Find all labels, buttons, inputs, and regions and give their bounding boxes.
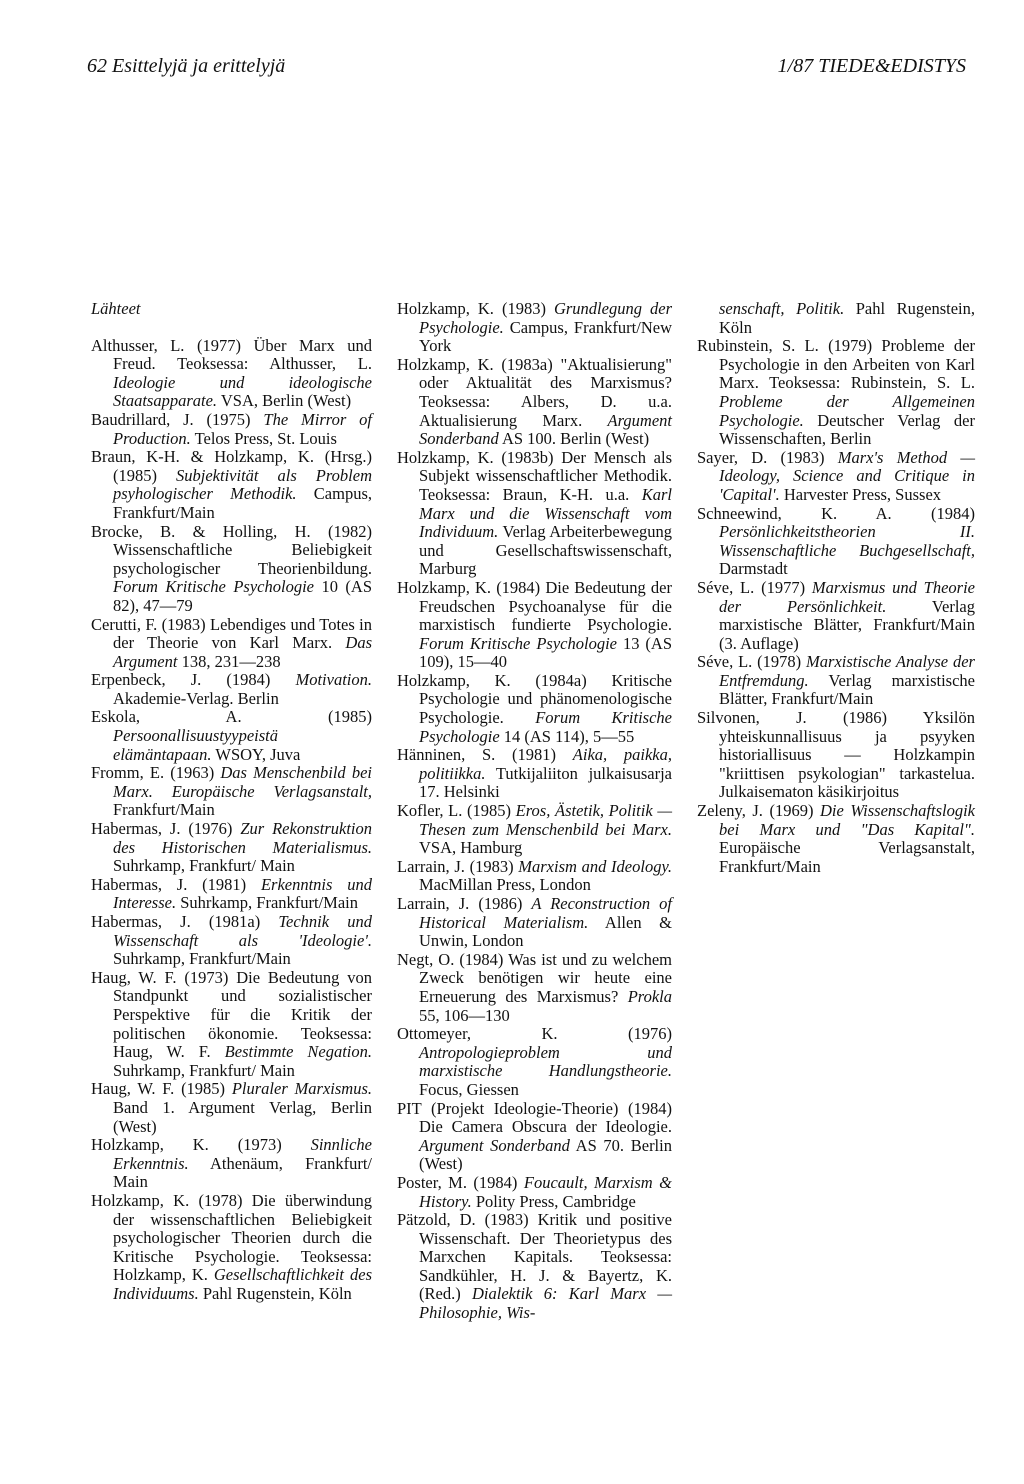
reference-entry	[397, 1100, 672, 1174]
reference-title: Persönlichkeitstheorien II. Wissenschaftliche Buchgesellschaft,	[719, 522, 975, 560]
reference-text: Hänninen, S. (1981)	[397, 745, 573, 765]
reference-text: 13 (AS 109), 15—40	[419, 633, 672, 672]
reference-text: Braun, K-H. & Holzkamp, K. (Hrsg.) (1985)	[91, 447, 372, 485]
reference-text: Athenäum, Frankfurt/ Main	[113, 1153, 372, 1192]
reference-text: 55, 106—130	[419, 1005, 510, 1025]
reference-entry	[91, 876, 372, 913]
running-header-right: 1/87 TIEDE&EDISTYS	[777, 55, 966, 77]
reference-title: Marxismus und Theorie der Persönlichkeit.	[719, 577, 975, 616]
reference-text: Europäische Verlagsanstalt, Frankfurt/Main	[719, 838, 975, 876]
reference-text: Larrain, J. (1986)	[397, 894, 532, 913]
reference-entry	[91, 820, 372, 876]
reference-entry	[697, 505, 975, 579]
reference-text: Holzkamp, K. (1978) Die überwindung der wissenschaftlichen Beliebigkeit psychologischer Theorien durch die Kritische Psychologie. Teoksessa: Holzkamp, K.	[91, 1190, 372, 1285]
reference-text: Pahl Rugenstein, Köln	[198, 1283, 352, 1303]
reference-text: Erpenbeck, J. (1984)	[91, 670, 296, 690]
reference-text: Akademie-Verlag. Berlin	[113, 688, 279, 708]
reference-title: Motivation.	[295, 670, 372, 690]
reference-text: Pätzold, D. (1983) Kritik und positive Wissenschaft. Der Theorietypus des Marxchen Kapitals. Teoksessa: Sandkühler, H. J. & Bayertz, K. (Red.)	[397, 1210, 672, 1304]
reference-text: Haug, W. F. (1973) Die Bedeutung von Standpunkt und sozialistischer Perspektive für die Kritik der politischen ökonomie. Teoksessa: Haug, W. F.	[91, 967, 372, 1062]
reference-title: Erkenntnis und Interesse.	[113, 874, 372, 913]
reference-title: Das Menschenbild bei Marx. Europäische Verlagsanstalt,	[113, 763, 372, 801]
reference-entry	[91, 708, 372, 764]
reference-text: Pahl Rugenstein, Köln	[719, 299, 975, 337]
reference-text: Kofler, L. (1985)	[397, 801, 516, 821]
references-column-1	[91, 300, 372, 1303]
reference-text: AS 100. Berlin (West)	[498, 429, 650, 449]
reference-title: senschaft, Politik.	[719, 299, 845, 318]
reference-text: Ottomeyer, K. (1976)	[397, 1024, 672, 1044]
reference-text: Darmstadt	[719, 559, 788, 579]
reference-text: Focus, Giessen	[419, 1079, 519, 1099]
reference-text: Polity Press, Cambridge	[471, 1191, 636, 1211]
reference-text: Band 1. Argument Verlag, Berlin (West)	[113, 1097, 372, 1136]
reference-title: Ideologie und ideologische Staatsapparate.	[113, 372, 372, 411]
reference-entry	[91, 616, 372, 672]
reference-entry	[397, 746, 672, 802]
reference-text: Verlag marxistische Blätter, Frankfurt/Main (3. Auflage)	[719, 596, 975, 653]
reference-entry	[397, 672, 672, 746]
section-title: Lähteet	[91, 299, 141, 318]
reference-title: Die Wissenschaftslogik bei Marx und "Das Kapital".	[719, 801, 975, 839]
reference-text: Brocke, B. & Holling, H. (1982) Wissenschaftliche Beliebigkeit psychologischer Theorienbildung.	[91, 521, 372, 578]
reference-title: Marxistische Analyse der Entfremdung.	[719, 652, 975, 690]
reference-entry	[697, 709, 975, 802]
reference-text: 14 (AS 114), 5—55	[499, 726, 635, 746]
reference-text: Frankfurt/Main	[113, 800, 215, 820]
reference-title: Marx's Method — Ideology, Science and Critique in 'Capital'.	[719, 447, 975, 504]
reference-title: Forum Kritische Psychologie	[419, 633, 617, 653]
reference-title: The Mirror of Production.	[113, 409, 372, 448]
reference-title: Aika, paikka, politiikka.	[419, 745, 672, 783]
reference-text: Cerutti, F. (1983) Lebendiges und Totes in der Theorie von Karl Marx.	[91, 614, 372, 653]
reference-text: 10 (AS 82), 47—79	[113, 577, 372, 615]
reference-title: A Reconstruction of Historical Materialism.	[419, 894, 672, 932]
reference-text: Suhrkamp, Frankfurt/Main	[113, 949, 291, 969]
reference-text: Verlag Arbeiterbewegung und Gesellschaftswissenschaft, Marburg	[419, 522, 672, 579]
reference-entry	[697, 300, 975, 337]
reference-entry	[397, 858, 672, 895]
reference-text: Holzkamp, K. (1984) Die Bedeutung der Freudschen Psychoanalyse für die marxistisch fundierte Psychologie.	[397, 577, 672, 635]
reference-text: Rubinstein, S. L. (1979) Probleme der Psychologie in den Arbeiten von Karl Marx. Teoksessa: Rubinstein, S. L.	[697, 336, 975, 393]
reference-entry	[697, 337, 975, 449]
reference-title: Subjektivität als Problem psyhologischer Methodik.	[113, 465, 372, 504]
reference-title: Forum Kritische Psychologie	[419, 708, 672, 746]
reference-text: Baudrillard, J. (1975)	[91, 409, 264, 429]
reference-entry	[697, 653, 975, 709]
reference-title: Eros, Ästetik, Politik — Thesen zum Menschenbild bei Marx.	[419, 801, 672, 839]
reference-title: Dialektik 6: Karl Marx — Philosophie, Wis-	[419, 1284, 672, 1323]
reference-text: Althusser, L. (1977) Über Marx und Freud. Teoksessa: Althusser, L.	[91, 335, 372, 374]
reference-entry	[397, 579, 672, 672]
reference-title: Persoonallisuustyypeistä elämäntapaan.	[113, 726, 278, 764]
reference-entry	[397, 1211, 672, 1323]
reference-title: Sinnliche Erkenntnis.	[113, 1135, 372, 1173]
reference-text: Sayer, D. (1983)	[697, 447, 838, 467]
reference-title: Forum Kritische Psychologie	[113, 577, 314, 597]
reference-text: Holzkamp, K. (1983)	[397, 299, 554, 318]
reference-text: Habermas, J. (1976)	[91, 819, 241, 839]
reference-text: Holzkamp, K. (1973)	[91, 1135, 311, 1155]
reference-text: Allen & Unwin, London	[419, 912, 672, 951]
reference-text: Telos Press, St. Louis	[190, 428, 337, 448]
running-header-left: 62 Esittelyjä ja erittelyjä	[87, 55, 286, 77]
reference-entry	[397, 951, 672, 1025]
reference-title: Das Argument	[113, 633, 372, 671]
reference-title: Gesellschaftlichkeit des Individuums.	[113, 1265, 372, 1303]
reference-entry	[91, 1192, 372, 1304]
reference-text: Séve, L. (1977)	[697, 577, 812, 597]
reference-entry	[91, 913, 372, 969]
reference-title: Bestimmte Negation.	[224, 1042, 373, 1062]
reference-text: Schneewind, K. A. (1984)	[697, 503, 975, 523]
reference-entry	[91, 1080, 372, 1136]
reference-entry	[397, 1025, 672, 1099]
reference-text: MacMillan Press, London	[419, 875, 591, 895]
reference-text: Eskola, A. (1985)	[91, 707, 372, 727]
reference-title: Pluraler Marxismus.	[231, 1079, 372, 1099]
reference-entry	[697, 802, 975, 876]
reference-entry	[91, 764, 372, 820]
reference-text: Holzkamp, K. (1983a) "Aktualisierung" oder Aktualität des Marxismus? Teoksessa: Albers, D. u.a. Aktualisierung Marx.	[397, 354, 672, 430]
reference-title: Foucault, Marxism & History.	[419, 1172, 672, 1211]
reference-text: VSA, Berlin (West)	[217, 391, 352, 411]
reference-entry	[397, 895, 672, 951]
reference-text: 138, 231—238	[177, 651, 281, 671]
reference-entry	[397, 802, 672, 858]
reference-text: Poster, M. (1984)	[397, 1172, 524, 1192]
reference-title: Probleme der Allgemeinen Psychologie.	[719, 391, 975, 430]
reference-entry	[91, 1136, 372, 1192]
reference-text: AS 70. Berlin (West)	[419, 1135, 672, 1174]
reference-text: Habermas, J. (1981)	[91, 874, 261, 894]
reference-title: Grundlegung der Psychologie.	[419, 299, 672, 337]
reference-title: Antropologieproblem und marxistische Handlungstheorie.	[419, 1042, 672, 1081]
references-column-3	[697, 300, 975, 876]
reference-text: PIT (Projekt Ideologie-Theorie) (1984) Die Camera Obscura der Ideologie.	[397, 1098, 672, 1137]
reference-title: Technik und Wissenschaft als 'Ideologie'.	[113, 912, 373, 950]
reference-text: Suhrkamp, Frankfurt/ Main	[113, 856, 295, 876]
reference-entry	[91, 337, 372, 411]
reference-entry	[91, 969, 372, 1081]
reference-entry	[697, 579, 975, 653]
reference-entry	[397, 356, 672, 449]
reference-entry	[397, 300, 672, 356]
reference-text: Haug, W. F. (1985)	[91, 1079, 232, 1099]
reference-entry	[397, 449, 672, 579]
reference-text: Verlag marxistische Blätter, Frankfurt/Main	[719, 670, 975, 709]
reference-text: Zeleny, J. (1969)	[697, 801, 820, 821]
reference-text: Tutkijaliiton julkaisusarja 17. Helsinki	[419, 763, 672, 802]
reference-text: Negt, O. (1984) Was ist und zu welchem Zweck benötigen wir heute eine Erneuerung des Marxismus?	[397, 949, 672, 1006]
reference-text: Holzkamp, K. (1984a) Kritische Psychologie und phänomenologische Psychologie.	[397, 670, 672, 728]
reference-text: Campus, Frankfurt/New York	[419, 317, 672, 356]
reference-entry	[91, 411, 372, 448]
reference-entry	[91, 523, 372, 616]
reference-text: Holzkamp, K. (1983b) Der Mensch als Subjekt wissenschaftlicher Methodik. Teoksessa: Braun, K-H. u.a.	[397, 447, 672, 504]
reference-text: Larrain, J. (1983)	[397, 856, 519, 876]
reference-text: Habermas, J. (1981a)	[91, 912, 279, 931]
reference-text: Campus, Frankfurt/Main	[113, 484, 372, 522]
reference-title: Argument Sonderband	[419, 1135, 570, 1155]
reference-entry	[697, 449, 975, 505]
reference-title: Zur Rekonstruktion des Historischen Materialismus.	[113, 819, 372, 857]
reference-text: Harvester Press, Sussex	[779, 484, 942, 504]
reference-text: Deutscher Verlag der Wissenschaften, Berlin	[719, 410, 975, 449]
reference-text: Suhrkamp, Frankfurt/Main	[176, 893, 359, 913]
reference-title: Argument Sonderband	[419, 410, 672, 449]
reference-text: WSOY, Juva	[211, 744, 301, 764]
reference-entry	[397, 1174, 672, 1211]
reference-entry	[91, 671, 372, 708]
reference-text: VSA, Hamburg	[419, 838, 523, 858]
reference-text: Séve, L. (1978)	[697, 652, 807, 672]
reference-text: Suhrkamp, Frankfurt/ Main	[113, 1060, 295, 1080]
reference-entry	[91, 448, 372, 522]
reference-title: Karl Marx und die Wissenschaft vom Individuum.	[419, 484, 672, 542]
reference-title: Prokla	[627, 986, 672, 1006]
references-column-2	[397, 300, 672, 1323]
reference-title: Marxism and Ideology.	[518, 856, 672, 876]
reference-text: Fromm, E. (1963)	[91, 763, 221, 783]
reference-text: Silvonen, J. (1986) Yksilön yhteiskunnallisuus ja psyyken historiallisuus — Holzkampin "kriittisen psykologian" tarkastelua. Julkaisematon käsikirjoitus	[697, 708, 975, 802]
